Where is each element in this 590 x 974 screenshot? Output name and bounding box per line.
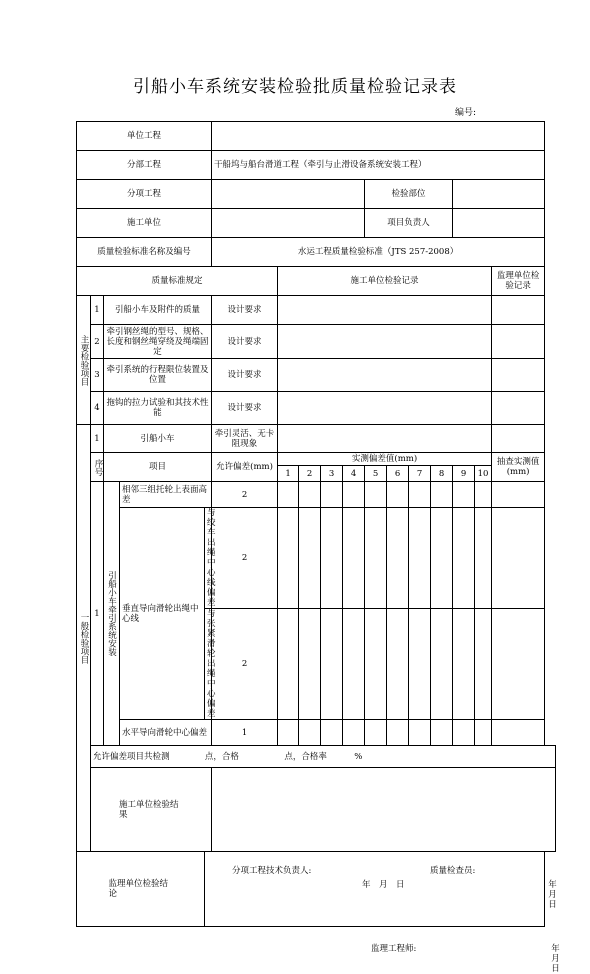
measure-cell[interactable] (431, 720, 453, 746)
measure-cell[interactable] (278, 609, 299, 720)
sub-item-parent-name: 垂直导向滑轮出绳中心线 (120, 508, 205, 720)
construction-unit-field[interactable] (212, 209, 365, 238)
measure-cell[interactable] (299, 609, 321, 720)
standard-label: 质量检验标准名称及编号 (77, 238, 212, 267)
measure-cell[interactable] (343, 482, 365, 508)
main-item-no: 1 (91, 296, 104, 325)
measure-cell[interactable] (409, 482, 431, 508)
quality-standard-heading: 质量标准规定 (77, 267, 278, 296)
inspection-part-field[interactable] (453, 180, 545, 209)
sub-item-tolerance: 2 (212, 482, 278, 508)
sub-project-label: 分部工程 (77, 151, 212, 180)
general-items-group-label: 一般检验项目 (77, 425, 91, 852)
measure-cell[interactable] (321, 609, 343, 720)
measure-cell[interactable] (409, 720, 431, 746)
measure-cell[interactable] (453, 720, 475, 746)
sample-heading: 抽查实测值(mm) (492, 453, 545, 482)
measure-cell[interactable] (278, 508, 299, 609)
measure-cell[interactable] (453, 609, 475, 720)
measure-cell[interactable] (431, 482, 453, 508)
tolerance-heading: 允许偏差(mm) (212, 453, 278, 482)
measure-cell[interactable] (387, 609, 409, 720)
main-item-no: 4 (91, 392, 104, 425)
measure-cell[interactable] (365, 609, 387, 720)
measure-cell[interactable] (431, 609, 453, 720)
measure-cell[interactable] (299, 508, 321, 609)
measure-cell[interactable] (475, 609, 492, 720)
measure-cell[interactable] (387, 508, 409, 609)
measure-cell[interactable] (278, 482, 299, 508)
general-item-requirement: 牵引灵活、无卡阻现象 (212, 425, 278, 453)
sub-item-tolerance: 2 (212, 609, 278, 720)
summary-text-b: 点，合格 (204, 751, 239, 762)
supervisor-result-label: 监理单位检验结论 (77, 852, 205, 927)
measure-cell[interactable] (431, 508, 453, 609)
project-manager-field[interactable] (453, 209, 545, 238)
main-item-name: 拖钩的拉力试验和其技术性能 (104, 392, 212, 425)
supervisor-record-heading: 监理单位检验记录 (492, 267, 545, 296)
sample-cell[interactable] (492, 482, 545, 508)
measure-cell[interactable] (365, 508, 387, 609)
measure-col-number: 3 (321, 466, 343, 482)
sub-project-field[interactable]: 干船坞与船台滑道工程（牵引与止滑设备系统安装工程） (212, 151, 545, 180)
measure-cell[interactable] (409, 609, 431, 720)
measure-cell[interactable] (343, 720, 365, 746)
date-label: 年 月 日 (362, 879, 405, 890)
measure-cell[interactable] (278, 720, 299, 746)
sub-group-label: 引船小车牵引系统安装 (104, 482, 120, 746)
measure-cell[interactable] (365, 482, 387, 508)
tech-lead-label: 分项工程技术负责人: (232, 865, 312, 876)
main-items-group-label: 主要检验项目 (77, 296, 91, 425)
summary-text-c: 点，合格率 (284, 751, 327, 762)
main-item-requirement: 设计要求 (212, 359, 278, 392)
measure-col-number: 8 (431, 466, 453, 482)
main-item-requirement: 设计要求 (212, 325, 278, 359)
main-item-name: 引船小车及附件的质量 (104, 296, 212, 325)
inspector-label: 质量检查员: (430, 865, 476, 876)
measure-cell[interactable] (475, 720, 492, 746)
sub-item-tolerance: 1 (212, 720, 278, 746)
inspection-form (76, 121, 569, 974)
date-label: 年 月 日 (551, 944, 569, 974)
main-item-requirement: 设计要求 (212, 392, 278, 425)
date-label: 年 月 日 (548, 879, 566, 910)
main-item-record-field[interactable] (278, 392, 492, 425)
sub-item-name: 相邻三组托轮上表面高差 (120, 482, 212, 508)
measure-cell[interactable] (343, 609, 365, 720)
inspection-part-label: 检验部位 (365, 180, 453, 209)
main-item-requirement: 设计要求 (212, 296, 278, 325)
main-item-no: 2 (91, 325, 104, 359)
construction-result-label: 施工单位检验结果 (91, 768, 212, 852)
measure-cell[interactable] (299, 482, 321, 508)
measure-cell[interactable] (365, 720, 387, 746)
sample-cell[interactable] (492, 720, 545, 746)
measure-cell[interactable] (321, 720, 343, 746)
main-item-name: 牵引钢丝绳的型号、规格、长度和钢丝绳穿绕及绳端固定 (104, 325, 212, 359)
main-item-name: 牵引系统的行程限位装置及位置 (104, 359, 212, 392)
item-project-label: 分项工程 (77, 180, 212, 209)
measure-col-number: 10 (475, 466, 492, 482)
engineer-label: 监理工程师: (371, 944, 417, 954)
measure-cell[interactable] (475, 482, 492, 508)
item-heading: 项目 (104, 453, 212, 482)
seq-heading: 序号 (91, 453, 104, 482)
measure-cell[interactable] (453, 508, 475, 609)
main-item-record-field[interactable] (278, 359, 492, 392)
measure-cell[interactable] (475, 508, 492, 609)
measure-col-number: 6 (387, 466, 409, 482)
page-title: 引船小车系统安装检验批质量检验记录表 (133, 77, 457, 97)
measure-cell[interactable] (387, 720, 409, 746)
sub-item-no: 1 (91, 482, 104, 746)
item-project-field[interactable] (212, 180, 365, 209)
unit-project-field[interactable] (212, 122, 545, 151)
sub-item-name: 与绞车出绳中心线偏差 (205, 508, 212, 609)
measure-cell[interactable] (321, 508, 343, 609)
summary-text-d: % (354, 751, 363, 762)
general-item-name: 引船小车 (104, 425, 212, 453)
main-item-supervisor-field[interactable] (492, 392, 545, 425)
sample-cell[interactable] (492, 609, 545, 720)
measure-cell[interactable] (453, 482, 475, 508)
unit-project-label: 单位工程 (77, 122, 212, 151)
general-item-record-field[interactable] (278, 425, 492, 453)
general-item-no: 1 (91, 425, 104, 453)
construction-unit-label: 施工单位 (77, 209, 212, 238)
measured-heading: 实测偏差值(mm) (278, 453, 492, 466)
summary-row (91, 746, 556, 768)
project-manager-label: 项目负责人 (365, 209, 453, 238)
measure-cell[interactable] (409, 508, 431, 609)
sub-item-tolerance: 2 (212, 508, 278, 609)
main-item-supervisor-field[interactable] (492, 296, 545, 325)
construction-record-heading: 施工单位检验记录 (278, 267, 492, 296)
measure-cell[interactable] (299, 720, 321, 746)
main-item-record-field[interactable] (278, 296, 492, 325)
general-item-supervisor-field[interactable] (492, 425, 545, 453)
measure-col-number: 4 (343, 466, 365, 482)
measure-col-number: 5 (365, 466, 387, 482)
main-item-record-field[interactable] (278, 325, 492, 359)
doc-number-label: 编号: (455, 108, 477, 118)
measure-col-number: 2 (299, 466, 321, 482)
sub-item-name: 与张紧滑轮出绳中心偏差 (205, 609, 212, 720)
measure-cell[interactable] (321, 482, 343, 508)
measure-col-number: 1 (278, 466, 299, 482)
main-item-supervisor-field[interactable] (492, 325, 545, 359)
measure-cell[interactable] (343, 508, 365, 609)
measure-cell[interactable] (387, 482, 409, 508)
measure-col-number: 9 (453, 466, 475, 482)
standard-field[interactable]: 水运工程质量检验标准（JTS 257-2008） (212, 238, 545, 267)
measure-col-number: 7 (409, 466, 431, 482)
sub-item-name: 水平导向滑轮中心偏差 (120, 720, 212, 746)
main-item-no: 3 (91, 359, 104, 392)
summary-text-a: 允许偏差项目共检测 (93, 751, 170, 762)
main-item-supervisor-field[interactable] (492, 359, 545, 392)
construction-result-field[interactable] (212, 768, 566, 910)
sample-cell[interactable] (492, 508, 545, 609)
